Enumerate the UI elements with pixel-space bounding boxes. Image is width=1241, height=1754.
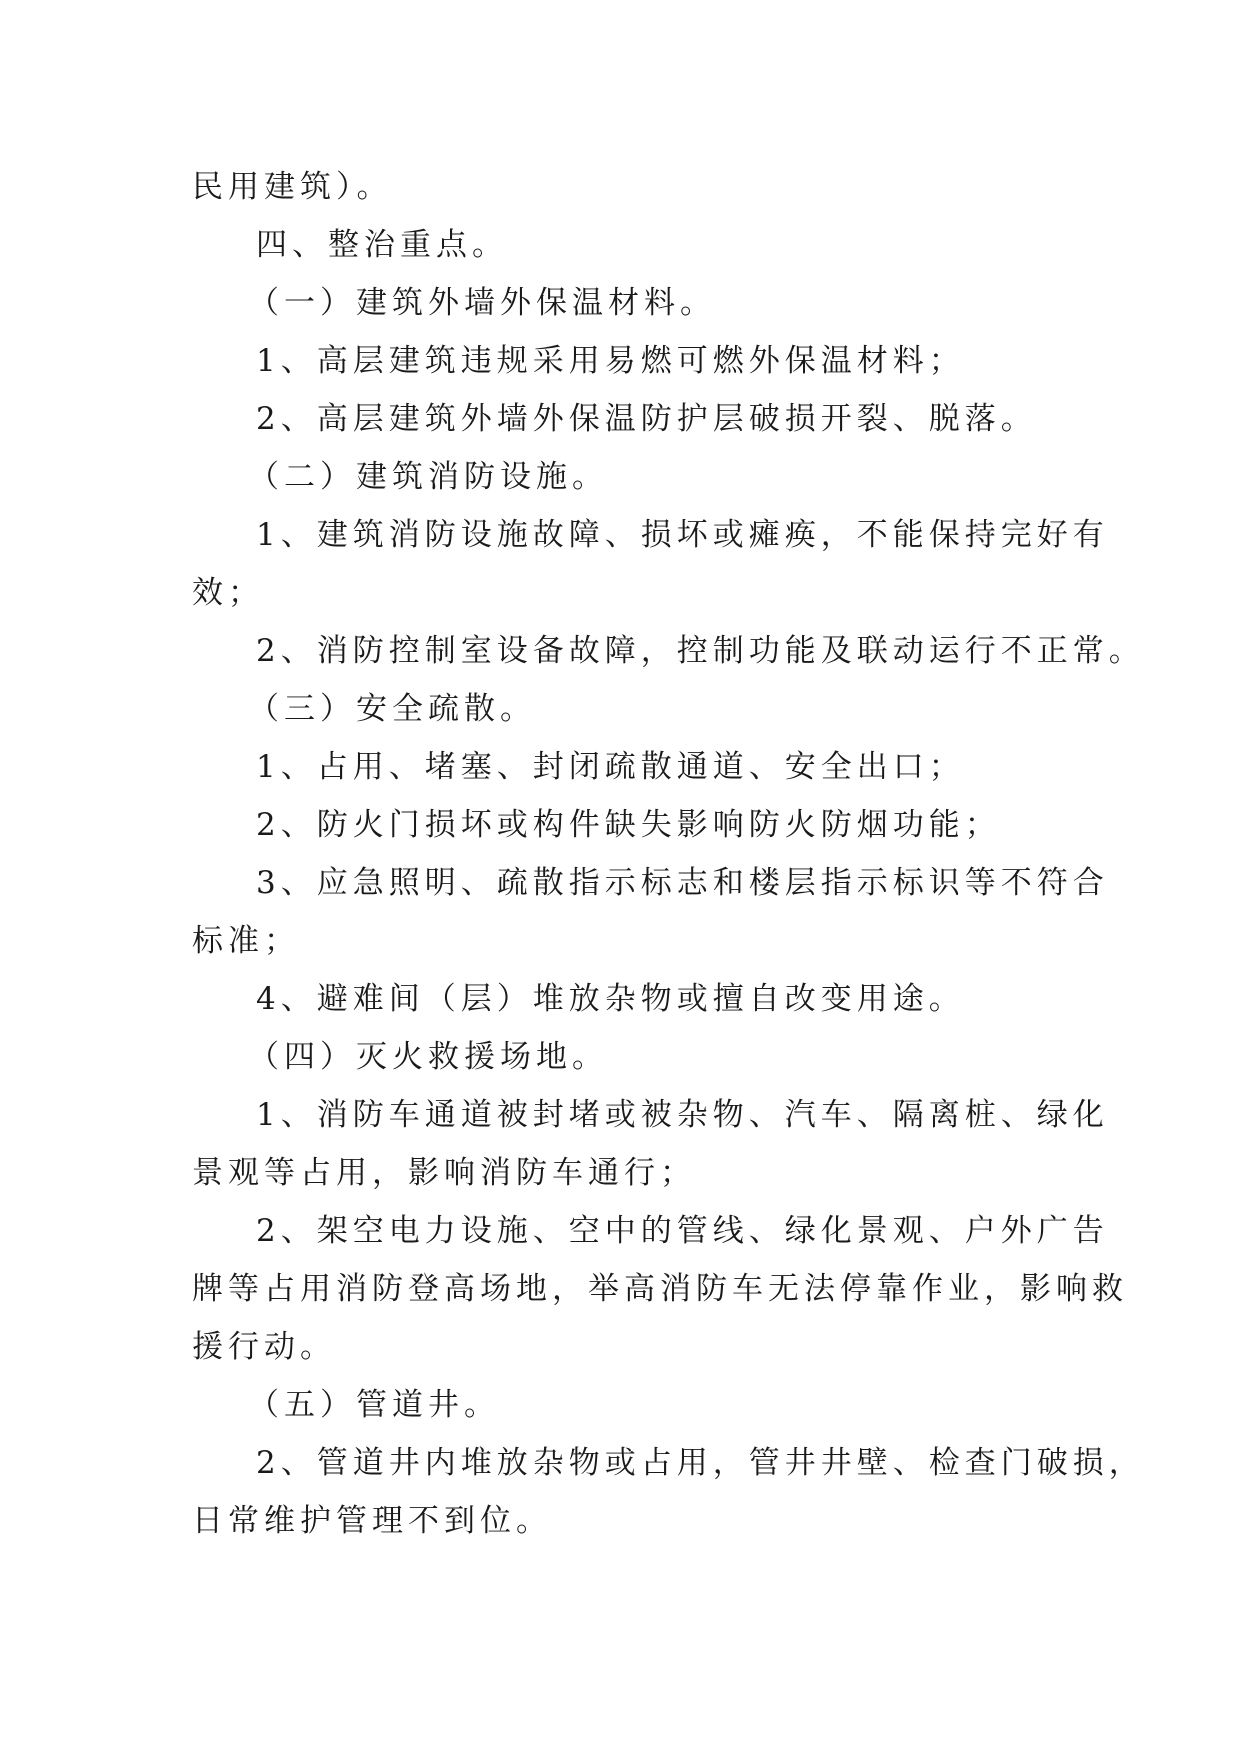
document-body	[192, 158, 1145, 1550]
list-item: 2、高层建筑外墙外保温防护层破损开裂、脱落。	[256, 401, 1037, 437]
list-item: 2、架空电力设施、空中的管线、绿化景观、户外广告	[256, 1213, 1109, 1249]
list-item-continuation: 景观等占用，影响消防车通行；	[192, 1155, 696, 1191]
paragraph-line: 民用建筑）。	[192, 169, 393, 205]
subsection-heading: （三）安全疏散。	[248, 691, 536, 727]
section-heading: 四、整治重点。	[256, 227, 508, 263]
list-item: 3、应急照明、疏散指示标志和楼层指示标识等不符合	[256, 865, 1109, 901]
list-item: 1、占用、堵塞、封闭疏散通道、安全出口；	[256, 749, 965, 785]
list-item: 2、防火门损坏或构件缺失影响防火防烟功能；	[256, 807, 1001, 843]
list-item: 1、消防车通道被封堵或被杂物、汽车、隔离桩、绿化	[256, 1097, 1109, 1133]
list-item: 2、消防控制室设备故障，控制功能及联动运行不正常。	[256, 633, 1145, 669]
subsection-heading: （一）建筑外墙外保温材料。	[248, 285, 716, 321]
list-item-continuation: 效；	[192, 575, 264, 611]
list-item: 1、高层建筑违规采用易燃可燃外保温材料；	[256, 343, 965, 379]
list-item: 2、管道井内堆放杂物或占用，管井井壁、检查门破损，	[256, 1445, 1145, 1481]
list-item-continuation: 牌等占用消防登高场地，举高消防车无法停靠作业，影响救	[192, 1271, 1128, 1307]
subsection-heading: （五）管道井。	[248, 1387, 500, 1423]
list-item-continuation: 标准；	[192, 923, 300, 959]
list-item-continuation: 援行动。	[192, 1329, 336, 1365]
subsection-heading: （四）灭火救援场地。	[248, 1039, 608, 1075]
list-item-continuation: 日常维护管理不到位。	[192, 1503, 552, 1539]
list-item: 1、建筑消防设施故障、损坏或瘫痪，不能保持完好有	[256, 517, 1109, 553]
subsection-heading: （二）建筑消防设施。	[248, 459, 608, 495]
list-item: 4、避难间（层）堆放杂物或擅自改变用途。	[256, 981, 965, 1017]
